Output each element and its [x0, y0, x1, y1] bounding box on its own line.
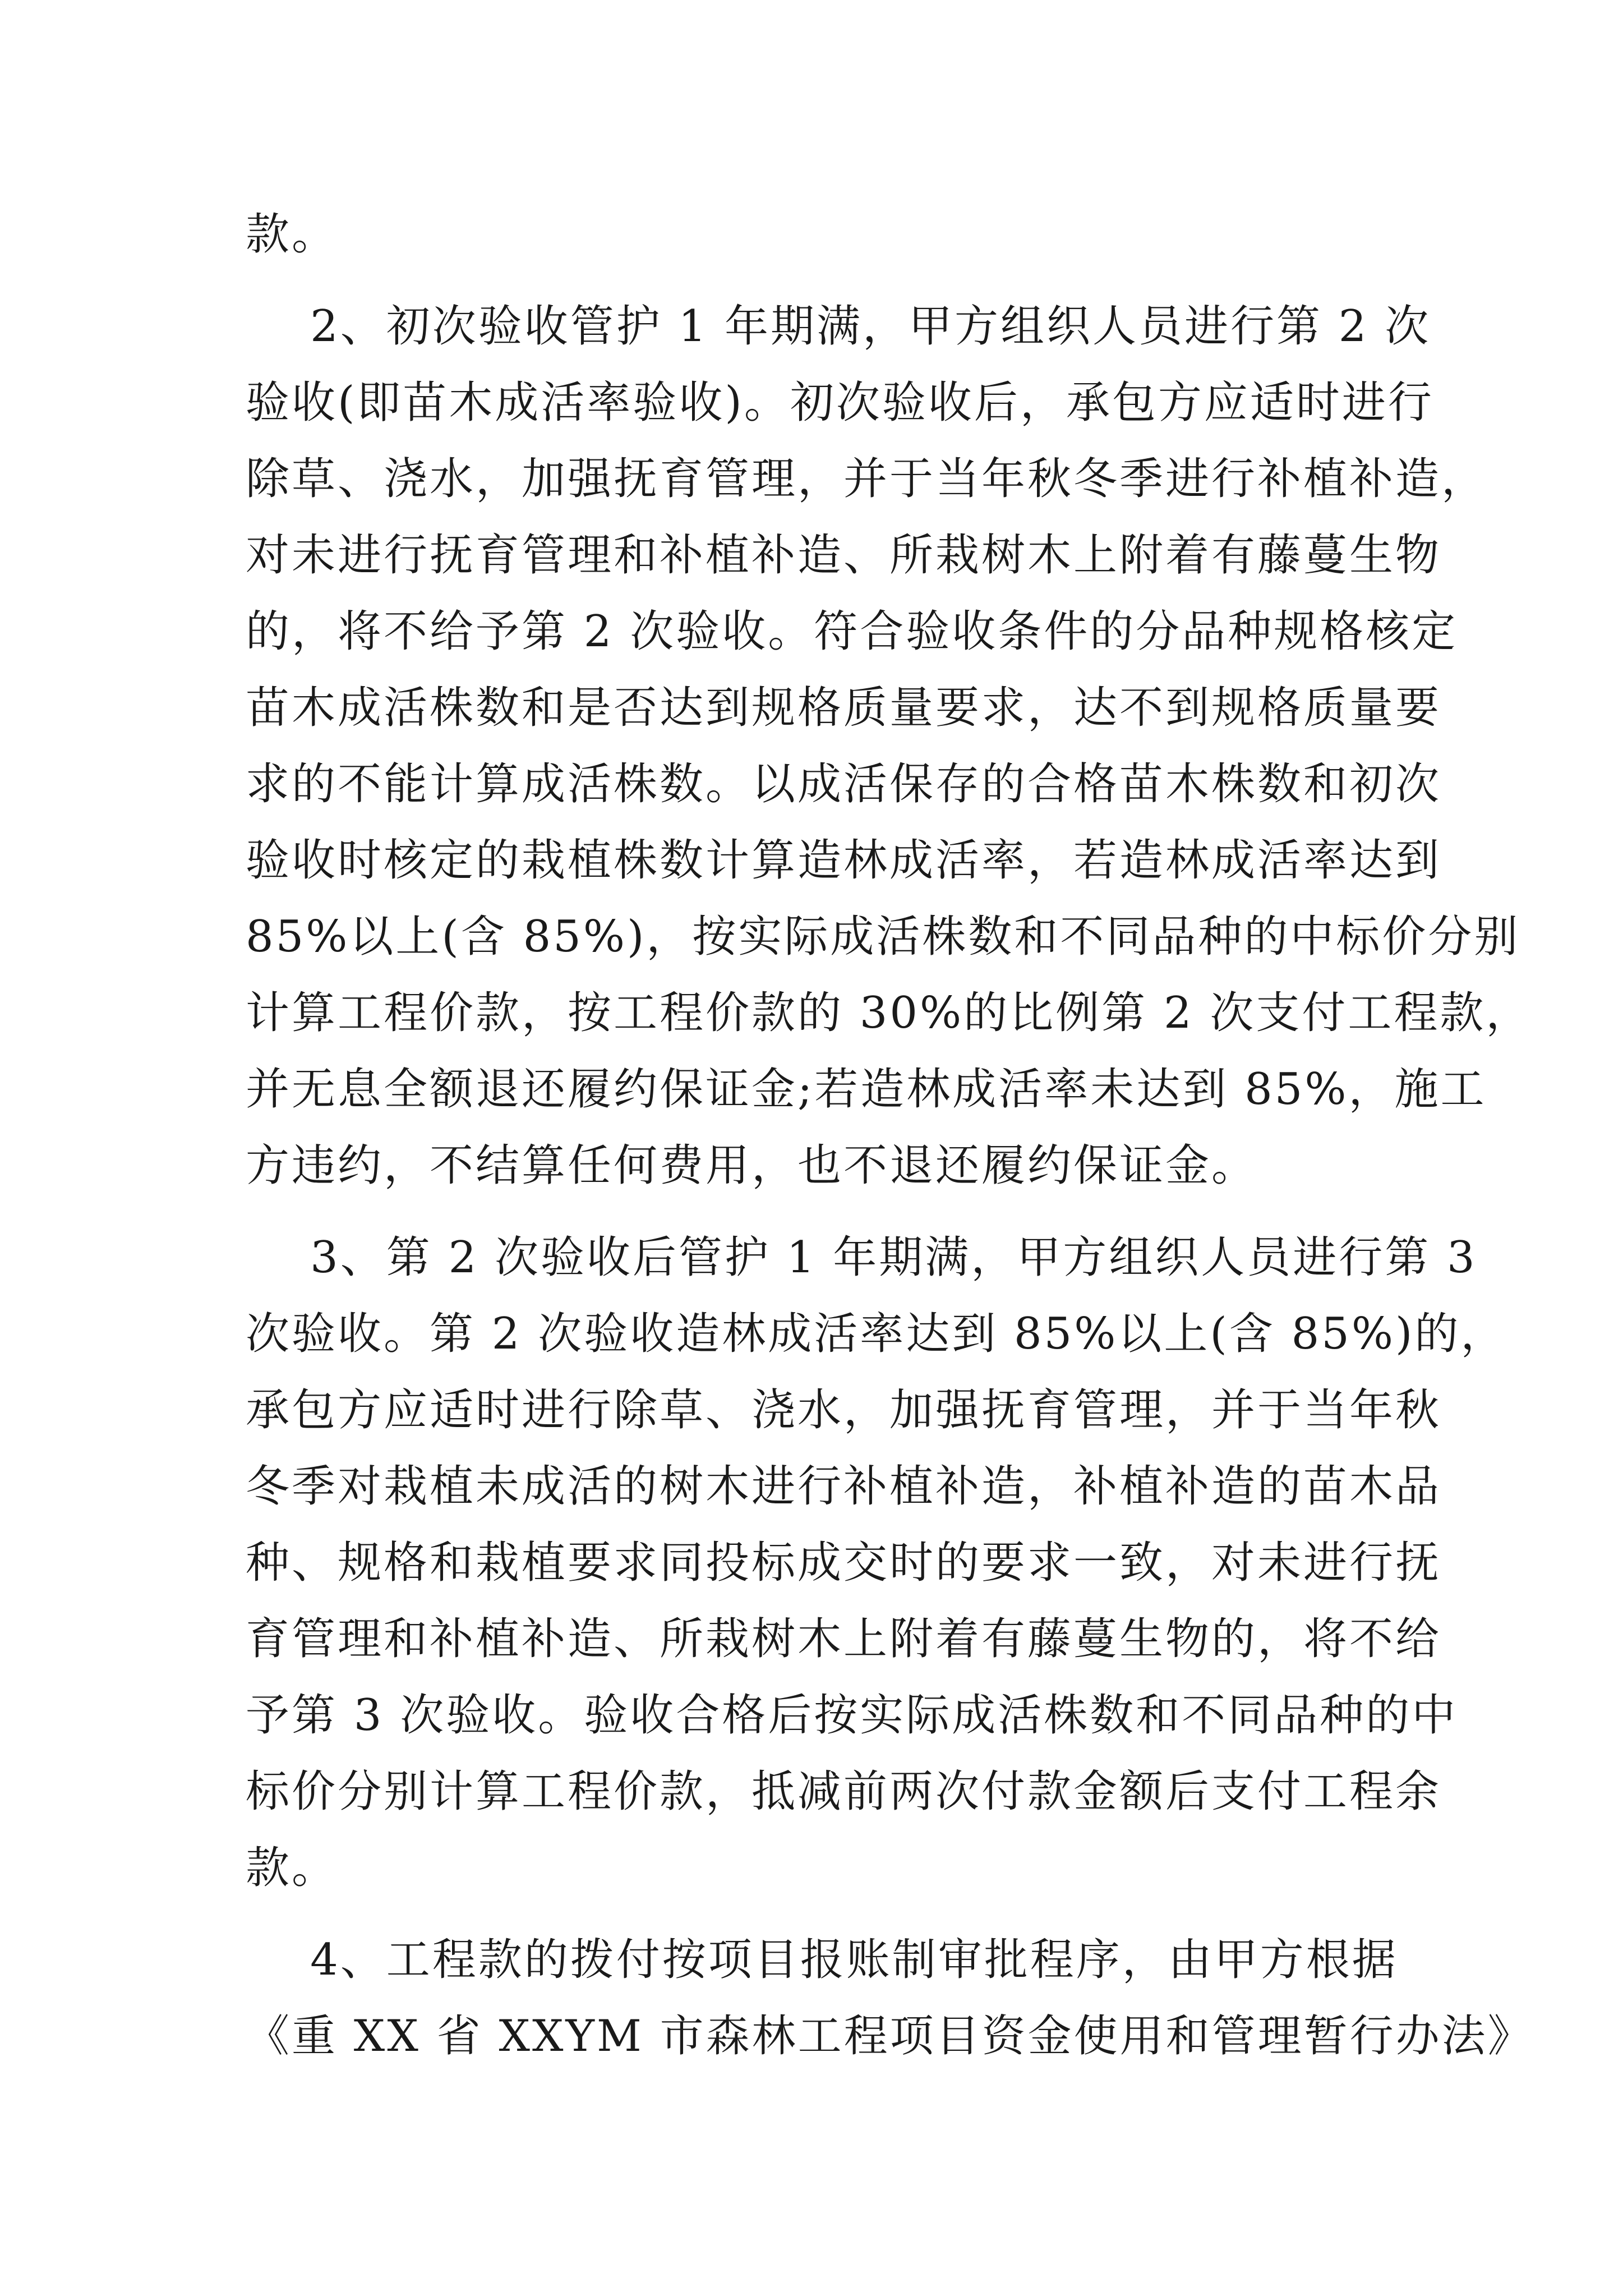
text-line: 对未进行抚育管理和补植补造、所栽树木上附着有藤蔓生物 — [246, 530, 1442, 581]
text-line: 种、规格和栽植要求同投标成交时的要求一致，对未进行抚 — [246, 1538, 1442, 1588]
text-line: 求的不能计算成活株数。以成活保存的合格苗木株数和初次 — [246, 759, 1442, 809]
text-line: 方违约，不结算任何费用，也不退还履约保证金。 — [246, 1140, 1258, 1191]
text-line: 4、工程款的拨付按项目报账制审批程序，由甲方根据 — [246, 1935, 1398, 1985]
text-line: 承包方应适时进行除草、浇水，加强抚育管理，并于当年秋 — [246, 1385, 1442, 1435]
text-line: 3、第 2 次验收后管护 1 年期满，甲方组织人员进行第 3 — [246, 1232, 1477, 1283]
paragraph-clause-2 — [246, 288, 1532, 1204]
text-line: 冬季对栽植未成活的树木进行补植补造，补植补造的苗木品 — [246, 1461, 1442, 1512]
text-line: 标价分别计算工程价款，抵减前两次付款金额后支付工程余 — [246, 1766, 1442, 1817]
text-line: 计算工程价款，按工程价款的 30%的比例第 2 次支付工程款， — [246, 988, 1532, 1038]
text-line: 验收时核定的栽植株数计算造林成活率，若造林成活率达到 — [246, 835, 1442, 886]
text-line: 并无息全额退还履约保证金;若造林成活率未达到 85%，施工 — [246, 1064, 1487, 1115]
text-line: 的，将不给予第 2 次验收。符合验收条件的分品种规格核定 — [246, 606, 1458, 657]
text-line: 《重 XX 省 XXYM 市森林工程项目资金使用和管理暂行办法》 — [246, 2011, 1534, 2062]
paragraph-clause-4 — [246, 1922, 1534, 2074]
text-line: 款。 — [246, 1843, 338, 1893]
text-line: 予第 3 次验收。验收合格后按实际成活株数和不同品种的中 — [246, 1690, 1458, 1741]
text-line: 苗木成活株数和是否达到规格质量要求，达不到规格质量要 — [246, 683, 1442, 733]
text-line: 2、初次验收管护 1 年期满，甲方组织人员进行第 2 次 — [246, 301, 1431, 352]
paragraph-clause-3 — [246, 1220, 1507, 1906]
text-line: 85%以上(含 85%)，按实际成活株数和不同品种的中标价分别 — [246, 912, 1520, 962]
text-line: 除草、浇水，加强抚育管理，并于当年秋冬季进行补植补造， — [246, 454, 1488, 504]
paragraph-continuation — [246, 196, 1381, 273]
document-body — [246, 196, 1534, 2074]
text-line: 育管理和补植补造、所栽树木上附着有藤蔓生物的，将不给 — [246, 1614, 1442, 1664]
text-line: 次验收。第 2 次验收造林成活率达到 85%以上(含 85%)的， — [246, 1309, 1507, 1359]
text-line: 款。 — [246, 209, 338, 260]
text-line: 验收(即苗木成活率验收)。初次验收后，承包方应适时进行 — [246, 378, 1434, 428]
